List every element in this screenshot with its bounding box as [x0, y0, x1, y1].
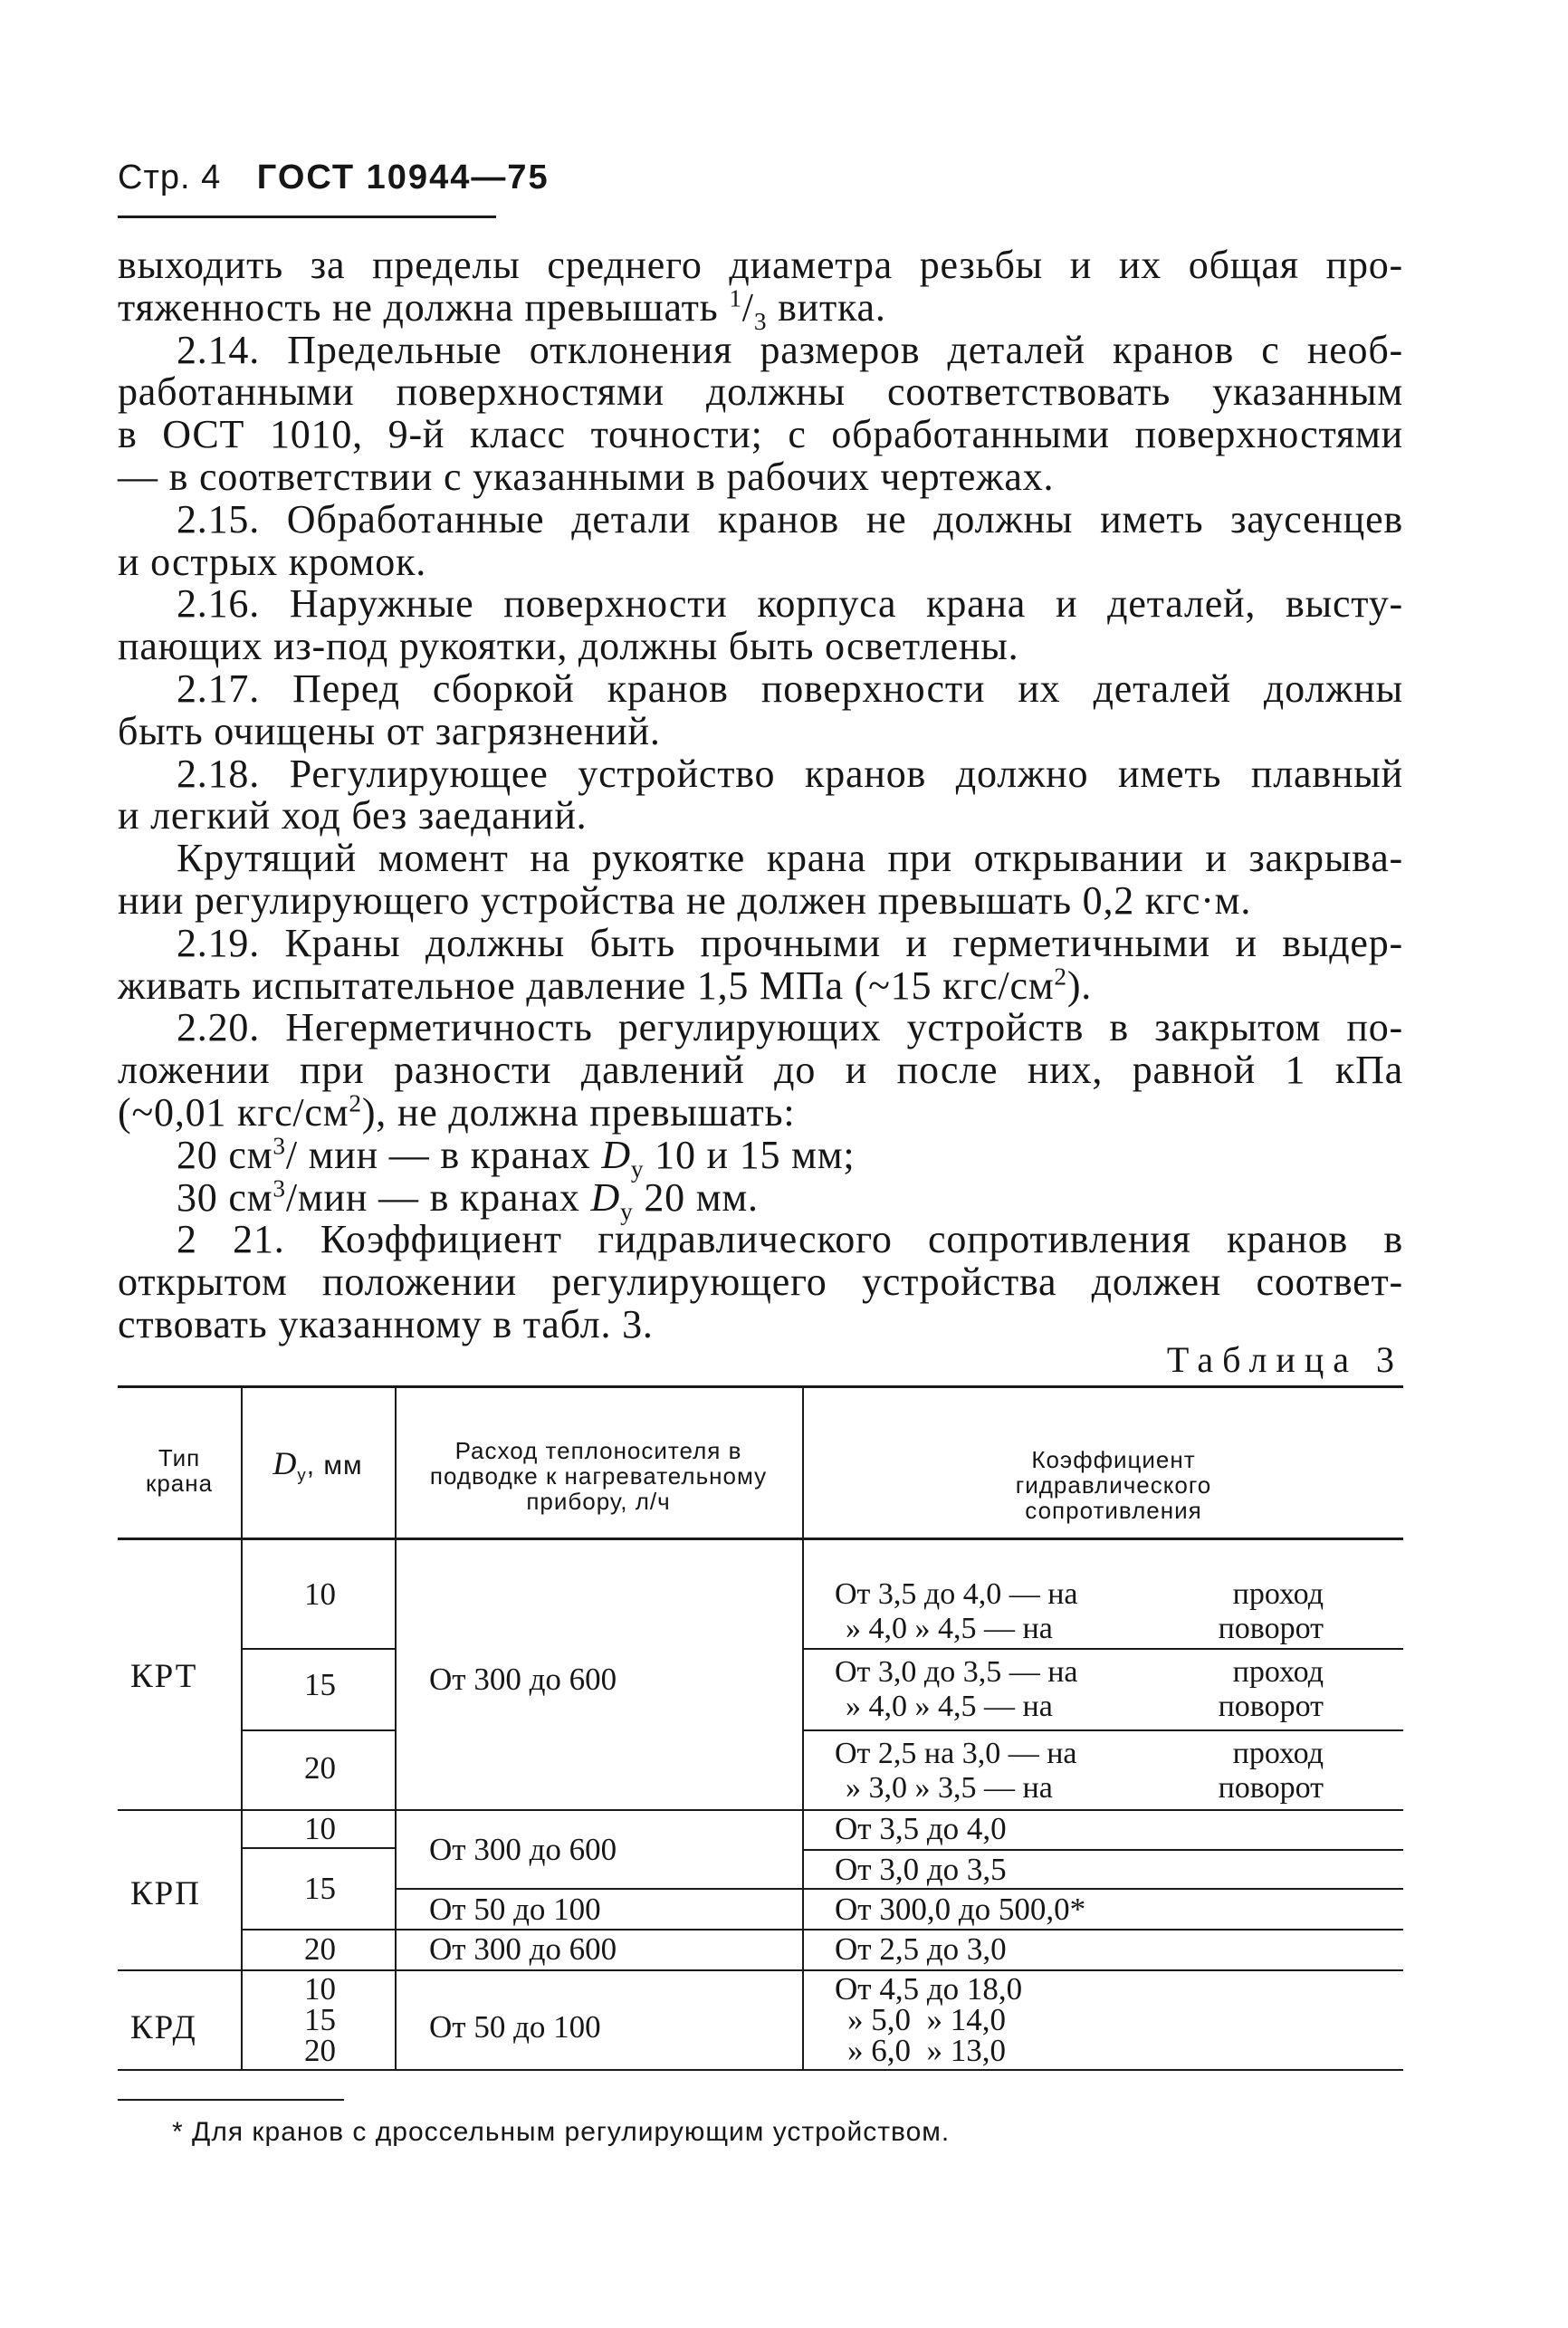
text-line: тяженность не должна превышать $^1/_3$ витка. [118, 284, 886, 335]
dy-cell: 20 [304, 1750, 336, 1786]
header-rule [118, 216, 496, 218]
paragraph-2-14: 2.14. Предельные отклонения размеров деталей кранов с необ- [177, 327, 1403, 372]
dy-cell: 15 [304, 2002, 336, 2037]
row-rule [802, 1648, 1403, 1650]
text-line: 20 $см^3/$ мин — в кранах $D_у$ 10 и 15 мм; [177, 1132, 856, 1183]
text-line: ствовать указанному в табл. 3. [118, 1301, 654, 1346]
header-type: Тип крана [145, 1444, 214, 1497]
row-rule [241, 1729, 395, 1731]
text-line: выходить за пределы среднего диаметра резьбы и их общая про- [118, 243, 1403, 287]
text-line: и острых кромок. [118, 539, 427, 584]
row-rule [241, 1847, 395, 1849]
page-header [118, 158, 550, 197]
flow-cell: От 300 до 600 [429, 1662, 617, 1697]
text-line: ложении при разности давлений до и после них, равной 1 кПа [118, 1048, 1403, 1093]
table-caption: Таблица 3 [1166, 1339, 1403, 1380]
dy-cell: 20 [304, 1931, 336, 1967]
row-rule [241, 1929, 1403, 1930]
standard-number: ГОСТ 10944—75 [256, 158, 550, 196]
col-rule-3 [802, 1385, 804, 2071]
flow-cell: От 50 до 100 [429, 2009, 601, 2045]
text-line: открытом положении регулирующего устройства должен соответ- [118, 1260, 1403, 1305]
table-top-rule [118, 1385, 1403, 1388]
text-line: пающих из-под рукоятки, должны быть осветлены. [118, 624, 1019, 669]
footnote-rule [118, 2099, 344, 2101]
dy-cell: 15 [304, 1667, 336, 1702]
text-line: быть очищены от загрязнений. [118, 708, 661, 753]
paragraph-2-17: 2.17. Перед сборкой кранов поверхности их деталей должны [177, 666, 1403, 711]
dy-cell: 20 [304, 2033, 336, 2068]
header-coef: Коэффициент гидравлического сопротивления [1015, 1446, 1212, 1524]
type-krd: КРД [130, 2009, 197, 2046]
coef-cell: От 300,0 до 500,0* [835, 1892, 1086, 1927]
type-krt: КРТ [130, 1658, 198, 1695]
paragraph-2-18: 2.18. Регулирующее устройство кранов должно иметь плавный [177, 751, 1403, 796]
paragraph-2-21: 2 21. Коэффициент гидравлического сопротивления кранов в [177, 1217, 1403, 1262]
paragraph-2-16: 2.16. Наружные поверхности корпуса крана и деталей, высту- [177, 581, 1403, 627]
page-number: Стр. 4 [118, 158, 222, 196]
col-rule-1 [241, 1385, 243, 2071]
header-bottom-rule [118, 1538, 1403, 1540]
coef-cell: » 5,0 » 14,0 [847, 2002, 1006, 2037]
row-rule [802, 1729, 1403, 1731]
paragraph-2-20: 2.20. Негерметичность регулирующих устройств в закрытом по- [177, 1005, 1403, 1050]
text-line: 30 $см^3$/мин — в кранах $D_у$ 20 мм. [177, 1174, 759, 1225]
header-dy: $D_у$, мм [272, 1445, 363, 1484]
paragraph-2-19: 2.19. Краны должны быть прочными и герметичными и выдер- [177, 920, 1403, 965]
dy-cell: 10 [304, 1811, 336, 1846]
type-krp: КРП [130, 1875, 201, 1912]
row-rule [241, 1648, 395, 1650]
text-line: в ОСТ 1010, 9-й класс точности; с обработанными поверхностями [118, 412, 1403, 457]
coef-cell: От 3,5 до 4,0 [835, 1811, 1007, 1846]
paragraph-2-15: 2.15. Обработанные детали кранов не должны иметь заусенцев [177, 496, 1403, 541]
body-text [118, 244, 1403, 1346]
row-rule [395, 1888, 1403, 1890]
coef-cell: От 2,5 до 3,0 [835, 1931, 1007, 1967]
coef-cell: » 6,0 » 13,0 [847, 2033, 1006, 2068]
footnote: * Для кранов с дроссельным регулирующим устройством. [172, 2117, 951, 2147]
coef-cell: От 3,0 до 3,5 — на проход » 4,0 » 4,5 — на поворот [835, 1655, 1324, 1723]
dy-cell: 15 [304, 1871, 336, 1906]
flow-cell: От 50 до 100 [429, 1892, 601, 1927]
text-line: и легкий ход без заеданий. [118, 793, 588, 838]
coef-cell: От 3,5 до 4,0 — на проход » 4,0 » 4,5 — на поворот [835, 1577, 1324, 1645]
text-line: Крутящий момент на рукоятке крана при открывании и закрыва- [177, 836, 1403, 881]
col-rule-2 [395, 1385, 397, 2071]
text-line: работанными поверхностями должны соответствовать указанным [118, 369, 1403, 415]
coef-cell: От 2,5 на 3,0 — на проход » 3,0 » 3,5 — на поворот [835, 1737, 1324, 1805]
dy-cell: 10 [304, 1971, 336, 2007]
row-rule [802, 1849, 1403, 1851]
text-line: нии регулирующего устройства не должен превышать 0,2 кгс·м. [118, 877, 1252, 923]
coef-cell: От 3,0 до 3,5 [835, 1852, 1007, 1887]
flow-cell: От 300 до 600 [429, 1832, 617, 1867]
table-3 [118, 1385, 1403, 2074]
text-line: — в соответствии с указанными в рабочих чертежах. [118, 454, 1055, 499]
text-line: живать испытательное давление 1,5 МПа (~15 кгс/$см^2$). [118, 962, 1093, 1008]
table-bottom-rule [118, 2069, 1403, 2071]
flow-cell: От 300 до 600 [429, 1931, 617, 1967]
text-line: (~0,01 кгс/$см^2$), не должна превышать: [118, 1089, 796, 1135]
header-flow: Расход теплоносителя в подводке к нагревательному прибору, л/ч [429, 1437, 768, 1515]
dy-cell: 10 [304, 1576, 336, 1612]
coef-cell: От 4,5 до 18,0 [835, 1971, 1023, 2007]
